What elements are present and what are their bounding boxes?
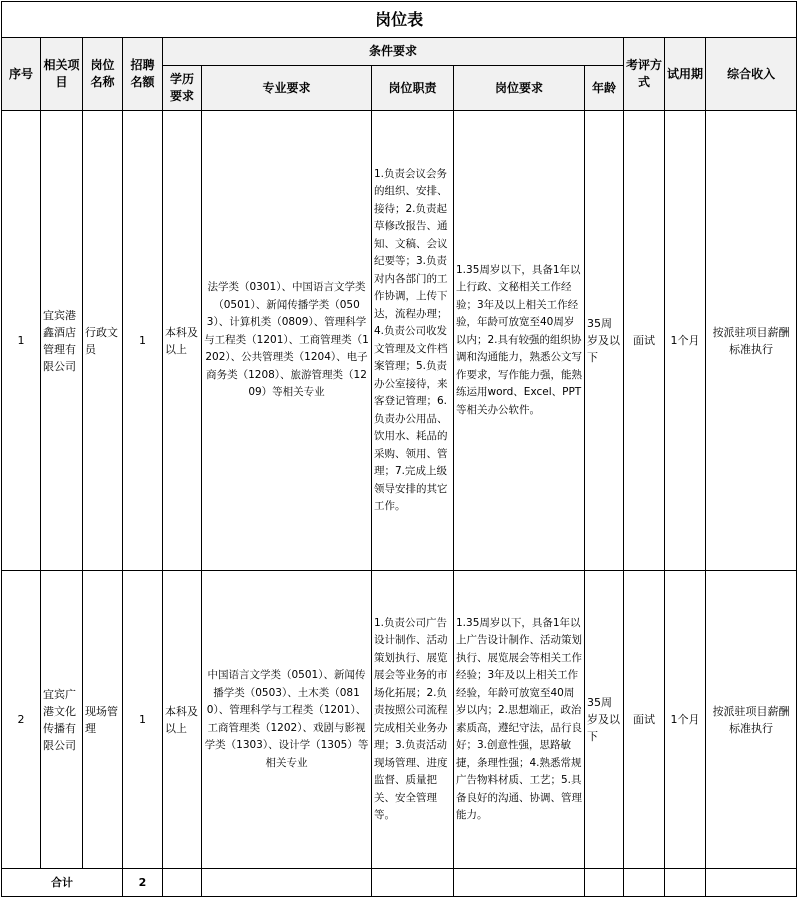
row-quota: 1 [123,111,163,571]
header-education: 学历要求 [163,66,202,111]
row-project: 宜宾广港文化传播有限公司 [41,571,83,869]
row-position: 行政文员 [83,111,123,571]
header-income: 综合收入 [706,38,797,111]
row-probation: 1个月 [665,571,706,869]
row-duties: 1.负责会议会务的组织、安排、接待；2.负责起草修改报告、通知、文稿、会议纪要等；3.负责对内各部门的工作协调，上传下达，流程办理；4.负责公司收发文管理及文件档案管理；5.负责办公室接待，来客登记管理；6.负责办公用品、饮用水、耗品的采购、领用、管理；7.完成上级领导安排的其它工作。 [372,111,454,571]
header-duties: 岗位职责 [372,66,454,111]
header-conditions: 条件要求 [163,38,624,66]
header-requirements: 岗位要求 [454,66,585,111]
row-age: 35周岁及以下 [585,571,624,869]
position-table [1,1,797,897]
empty-cell [163,869,202,897]
row-age: 35周岁及以下 [585,111,624,571]
header-major: 专业要求 [202,66,372,111]
row-income: 按派驻项目薪酬标准执行 [706,571,797,869]
row-duties: 1.负责公司广告设计制作、活动策划执行、展览展会等业务的市场化拓展；2.负责按照公司流程完成相关业务办理；3.负责活动现场管理、进度监督、质量把关、安全管理等。 [372,571,454,869]
header-assessment: 考评方式 [624,38,665,111]
empty-cell [624,869,665,897]
empty-cell [585,869,624,897]
row-income: 按派驻项目薪酬标准执行 [706,111,797,571]
row-assessment: 面试 [624,571,665,869]
row-requirements: 1.35周岁以下，具备1年以上广告设计制作、活动策划执行、展览展会等相关工作经验；3年及以上相关工作经验，年龄可放宽至40周岁以内；2.思想端正，政治素质高，遵纪守法，品行良好；3.创意性强，思路敏捷，条理性强；4.熟悉常规广告物料材质、工艺；5.具备良好的沟通、协调、管理能力。 [454,571,585,869]
row-probation: 1个月 [665,111,706,571]
header-probation: 试用期 [665,38,706,111]
row-project: 宜宾港鑫酒店管理有限公司 [41,111,83,571]
header-quota: 招聘名额 [123,38,163,111]
row-assessment: 面试 [624,111,665,571]
empty-cell [202,869,372,897]
row-major: 中国语言文学类（0501）、新闻传播学类（0503）、土木类（0810）、管理科学与工程类（1201）、工商管理类（1202）、戏剧与影视学类（1303）、设计学（1305）等相关专业 [202,571,372,869]
row-education: 本科及以上 [163,571,202,869]
header-position: 岗位名称 [83,38,123,111]
row-position: 现场管理 [83,571,123,869]
row-seq: 2 [2,571,41,869]
empty-cell [454,869,585,897]
row-education: 本科及以上 [163,111,202,571]
header-project: 相关项目 [41,38,83,111]
row-seq: 1 [2,111,41,571]
row-major: 法学类（0301）、中国语言文学类（0501）、新闻传播学类（0503）、计算机类（0809）、管理科学与工程类（1201）、工商管理类（1202）、公共管理类（1204）、电子商务类（1208）、旅游管理类（1209）等相关专业 [202,111,372,571]
table-row [2,571,797,869]
header-age: 年龄 [585,66,624,111]
empty-cell [706,869,797,897]
table-row [2,111,797,571]
empty-cell [665,869,706,897]
row-quota: 1 [123,571,163,869]
header-seq: 序号 [2,38,41,111]
total-row [2,869,797,897]
total-label: 合计 [2,869,123,897]
table-title: 岗位表 [2,2,797,38]
total-value: 2 [123,869,163,897]
row-requirements: 1.35周岁以下，具备1年以上行政、文秘相关工作经验；3年及以上相关工作经验，年龄可放宽至40周岁以内；2.具有较强的组织协调和沟通能力，熟悉公文写作要求，写作能力强，能熟练运用word、Excel、PPT等相关办公软件。 [454,111,585,571]
empty-cell [372,869,454,897]
